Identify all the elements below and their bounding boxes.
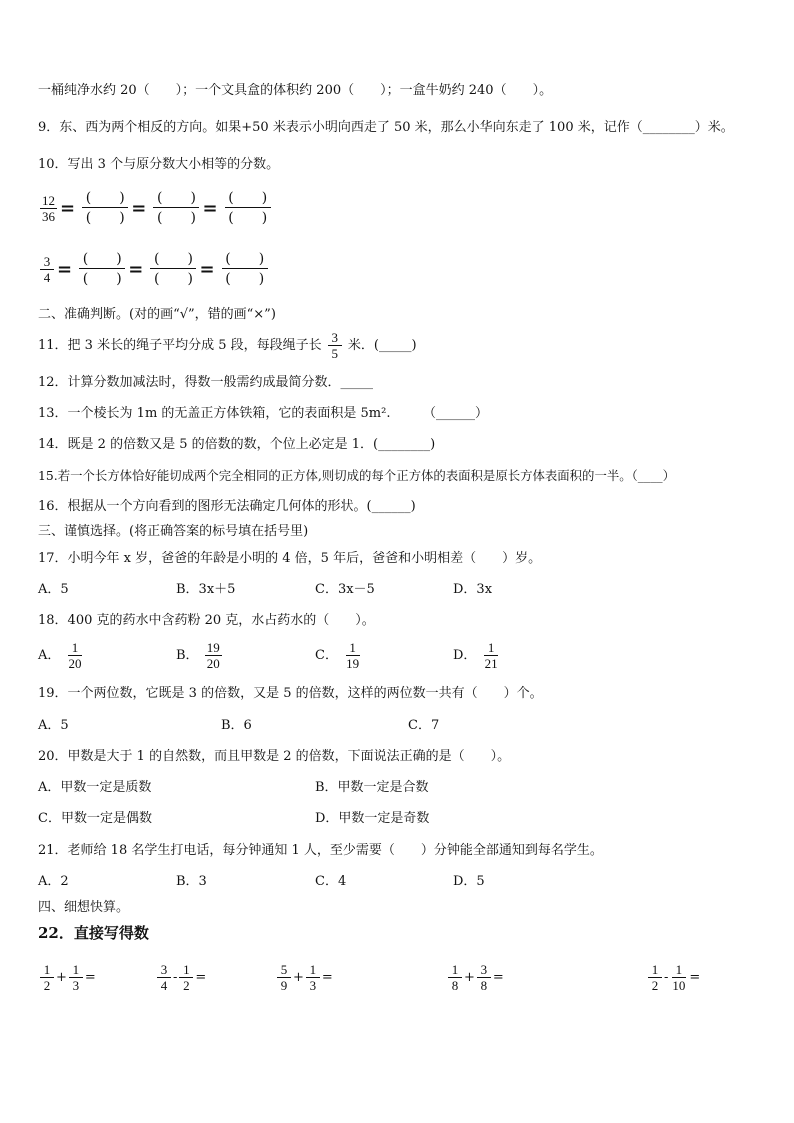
q15: 15.若一个长方体恰好能切成两个完全相同的正方体,则切成的每个正方体的表面积是原长方体表面积的一半。（____） [38, 468, 675, 483]
q10-row2-blank-2[interactable]: $\frac{( )}{( )}$ [150, 251, 196, 287]
q20-stem: 20．甲数是大于 1 的自然数，而且甲数是 2 的倍数，下面说法正确的是（ ）。 [38, 749, 511, 764]
q10-row1-fraction: $\frac{12}{36}$ [42, 192, 55, 224]
q22-item-3: $\frac{5}{9}$ + $\frac{1}{3}$ = [275, 962, 333, 993]
q19-stem: 19．一个两位数，它既是 3 的倍数，又是 5 的倍数，这样的两位数一共有（ ）个。 [38, 686, 543, 701]
q20-option-a[interactable]: A．甲数一定是质数 [38, 780, 152, 795]
q19-option-a[interactable]: A．5 [38, 718, 69, 733]
q17-option-a[interactable]: A．5 [38, 582, 69, 597]
q10-row1-blank-2[interactable]: $\frac{( )}{( )}$ [153, 190, 199, 226]
q13: 13．一个棱长为 1m 的无盖正方体铁箱，它的表面积是 5m². （______） [38, 406, 488, 421]
q10-row2-fraction: $\frac{3}{4}$ [40, 254, 54, 285]
q21-option-c[interactable]: C．4 [315, 874, 347, 889]
q10-row2-blank-1[interactable]: $\frac{( )}{( )}$ [79, 251, 125, 287]
q11: 11．把 3 米长的绳子平均分成 5 段，每段绳子长 $\frac{3}{5}$ 米．(_____) [38, 330, 417, 361]
q10-row1-blank-3[interactable]: $\frac{( )}{( )}$ [225, 190, 271, 226]
q18-option-b[interactable]: B． $\frac{19}{20}$ [176, 640, 220, 671]
q10-row1: $\frac{12}{36}$ = $\frac{( )}{( )}$ = $\frac{( )}{( )}$ = $\frac{( )}{( )}$ [38, 190, 273, 226]
q18-option-a[interactable]: A． $\frac{1}{20}$ [38, 640, 82, 671]
q18-option-c[interactable]: C． $\frac{1}{19}$ [315, 640, 360, 671]
q11-fraction: $\frac{3}{5}$ [328, 330, 342, 361]
q21-option-a[interactable]: A．2 [38, 874, 69, 889]
q10-title: 10．写出 3 个与原分数大小相等的分数。 [38, 157, 280, 172]
q22-item-2: $\frac{3}{4}$ - $\frac{1}{2}$ = [155, 962, 206, 993]
q17-option-d[interactable]: D．3x [453, 582, 493, 597]
q21-option-b[interactable]: B．3 [176, 874, 207, 889]
q12: 12．计算分数加减法时，得数一般需约成最简分数．_____ [38, 375, 374, 390]
q16: 16．根据从一个方向看到的图形无法确定几何体的形状。(______) [38, 499, 416, 514]
q14: 14．既是 2 的倍数又是 5 的倍数的数，个位上必定是 1．(________) [38, 437, 436, 452]
q19-option-c[interactable]: C．7 [408, 718, 440, 733]
q22-title: 22．直接写得数 [38, 924, 149, 942]
q22-item-4: $\frac{1}{8}$ + $\frac{3}{8}$ = [446, 962, 504, 993]
q19-option-b[interactable]: B．6 [221, 718, 252, 733]
q20-option-b[interactable]: B．甲数一定是合数 [315, 780, 429, 795]
section-4-heading: 四、细想快算。 [38, 900, 130, 915]
section-2-heading: 二、准确判断。(对的画“√”，错的画“×”) [38, 307, 276, 322]
q17-option-b[interactable]: B．3x＋5 [176, 582, 236, 597]
q17-stem: 17．小明今年 x 岁，爸爸的年龄是小明的 4 倍，5 年后，爸爸和小明相差（ ）岁。 [38, 551, 542, 566]
q21-stem: 21．老师给 18 名学生打电话，每分钟通知 1 人，至少需要（ ）分钟能全部通知到每名学生。 [38, 843, 603, 858]
q8-tail: 一桶纯净水约 20（ ）；一个文具盒的体积约 200（ ）；一盒牛奶约 240（ ）。 [38, 83, 553, 98]
q22-item-5: $\frac{1}{2}$ - $\frac{1}{10}$ = [646, 962, 700, 993]
q20-option-c[interactable]: C．甲数一定是偶数 [38, 811, 152, 826]
q18-option-d[interactable]: D． $\frac{1}{21}$ [453, 640, 498, 671]
q21-option-d[interactable]: D．5 [453, 874, 485, 889]
q17-option-c[interactable]: C．3x－5 [315, 582, 375, 597]
q22-item-1: $\frac{1}{2}$ + $\frac{1}{3}$ = [38, 962, 96, 993]
q10-row2-blank-3[interactable]: $\frac{( )}{( )}$ [222, 251, 268, 287]
q10-row2: $\frac{3}{4}$ = $\frac{( )}{( )}$ = $\frac{( )}{( )}$ = $\frac{( )}{( )}$ [38, 251, 270, 287]
q10-row1-blank-1[interactable]: $\frac{( )}{( )}$ [82, 190, 128, 226]
q20-option-d[interactable]: D．甲数一定是奇数 [315, 811, 430, 826]
section-3-heading: 三、谨慎选择。(将正确答案的标号填在括号里) [38, 524, 309, 539]
q18-stem: 18．400 克的药水中含药粉 20 克，水占药水的（ ）。 [38, 613, 375, 628]
q9: 9．东、西为两个相反的方向。如果+50 米表示小明向西走了 50 米，那么小华向东走了 100 米，记作（________）米。 [38, 120, 734, 135]
